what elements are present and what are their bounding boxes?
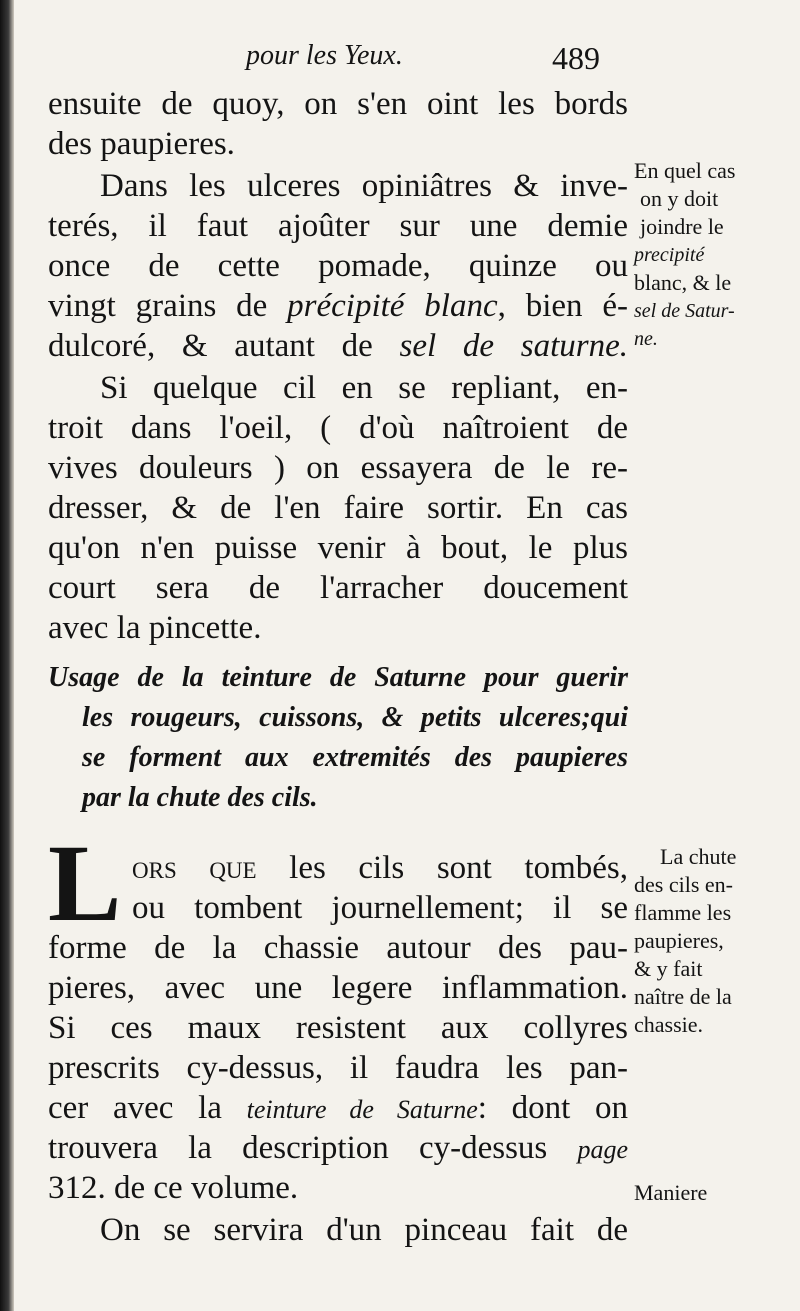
text-line: troit dans l'oeil, ( d'où naîtroient de — [48, 410, 628, 446]
margin-line: precipité — [634, 244, 705, 266]
margin-line: chassie. — [634, 1012, 704, 1037]
page-number: 489 — [552, 40, 600, 76]
text-line: Si ces maux resistent aux collyres — [48, 1010, 628, 1046]
text-line: Dans les ulceres opiniâtres & inve- — [100, 168, 628, 204]
italic-term: page — [577, 1135, 628, 1164]
margin-line: naître de la — [634, 984, 732, 1009]
margin-line: Maniere — [634, 1180, 708, 1205]
text-line: cer avec la teinture de Saturne: dont on — [48, 1090, 628, 1126]
margin-line: & y fait — [634, 956, 703, 981]
text-line: trouvera la description cy-dessus page — [48, 1130, 628, 1166]
text-line: dresser, & de l'en faire sortir. En cas — [48, 490, 628, 526]
text-line: once de cette pomade, quinze ou — [48, 248, 628, 284]
book-page — [14, 0, 800, 1311]
margin-line: blanc, & le — [634, 270, 732, 295]
margin-line: La chute — [660, 844, 737, 869]
heading-line: se forment aux extremités des paupieres — [82, 742, 628, 773]
text-line: 312. de ce volume. — [48, 1170, 299, 1206]
text-line: ors que les cils sont tombés, — [132, 850, 628, 886]
margin-line: sel de Satur- — [634, 300, 735, 322]
running-header: pour les Yeux. — [246, 40, 403, 71]
text-line: vingt grains de précipité blanc, bien é- — [48, 288, 628, 324]
margin-line: on y doit — [640, 186, 719, 211]
margin-line: En quel cas — [634, 158, 736, 183]
text-line: des paupieres. — [48, 126, 235, 162]
book-gutter — [0, 0, 14, 1311]
text-line: Si quelque cil en se repliant, en- — [100, 370, 628, 406]
italic-term: précipité blanc — [287, 288, 498, 324]
italic-term: sel de saturne. — [399, 328, 628, 364]
margin-line: ne. — [634, 328, 658, 350]
text-line: forme de la chassie autour des pau- — [48, 930, 628, 966]
margin-line: paupieres, — [634, 928, 724, 953]
text-line: terés, il faut ajoûter sur une demie — [48, 208, 628, 244]
text-line: court sera de l'arracher doucement — [48, 570, 628, 606]
margin-line: des cils en- — [634, 872, 733, 897]
text-line: prescrits cy-dessus, il faudra les pan- — [48, 1050, 628, 1086]
text-line: ou tombent journellement; il se — [132, 890, 628, 926]
margin-line: flamme les — [634, 900, 732, 925]
drop-cap: L — [48, 822, 122, 944]
text-line: ensuite de quoy, on s'en oint les bords — [48, 86, 628, 122]
text-line: On se servira d'un pinceau fait de — [100, 1212, 628, 1248]
text-line: vives douleurs ) on essayera de le re- — [48, 450, 628, 486]
heading-line: par la chute des cils. — [82, 782, 318, 813]
text-line: dulcoré, & autant de sel de saturne. — [48, 328, 628, 364]
margin-line: joindre le — [640, 214, 724, 239]
heading-line: Usage de la teinture de Saturne pour guerir — [48, 662, 628, 693]
text-line: pieres, avec une legere inflammation. — [48, 970, 628, 1006]
heading-line: les rougeurs, cuissons, & petits ulceres;qui — [82, 702, 628, 733]
text-line: qu'on n'en puisse venir à bout, le plus — [48, 530, 628, 566]
italic-term: teinture de Saturne — [246, 1095, 478, 1124]
text-line: avec la pincette. — [48, 610, 262, 646]
